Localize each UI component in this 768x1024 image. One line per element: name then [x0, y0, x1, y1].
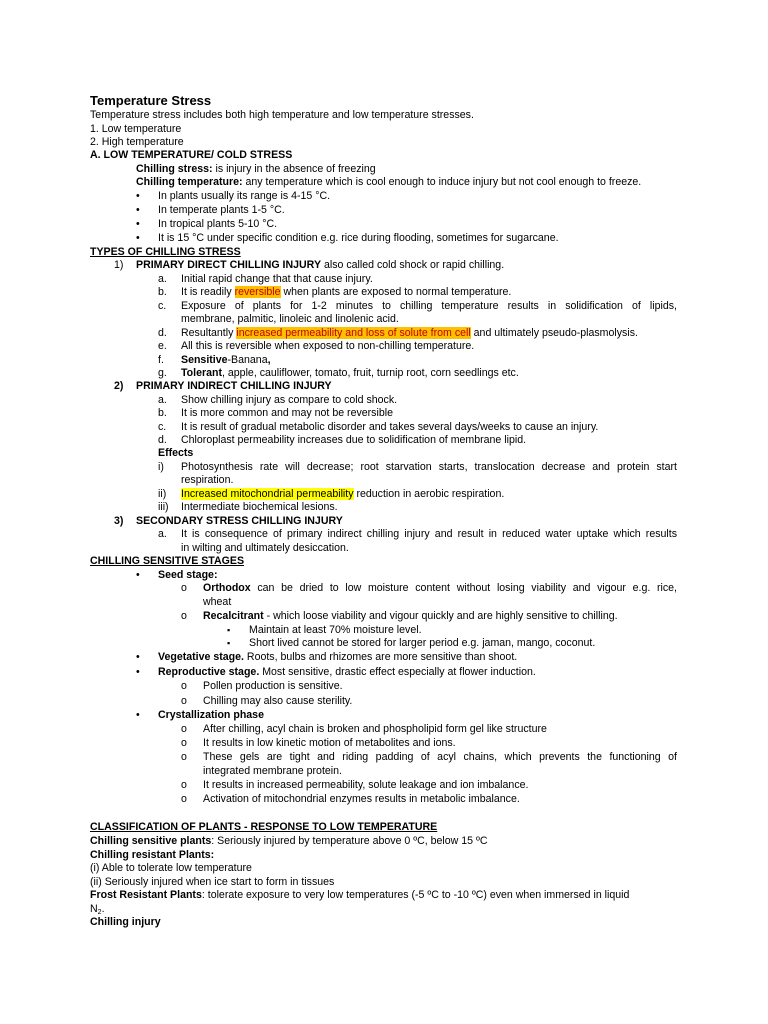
- list-item: Resultantly increased permeability and loss of solute from cell and ultimately pseudo-plasmolysis.: [181, 327, 638, 339]
- circle-marker: o: [181, 793, 187, 805]
- classification-item: (i) Able to tolerate low temperature: [90, 862, 252, 874]
- classification-item: Frost Resistant Plants: tolerate exposure to very low temperatures (-5 ºC to -10 ºC) even when immersed in liquid: [90, 889, 630, 901]
- list-number: 1): [114, 259, 124, 271]
- list-item: Show chilling injury as compare to cold shock.: [181, 394, 398, 406]
- list-marker: a.: [158, 394, 167, 406]
- chilling-temperature-def: Chilling temperature: any temperature which is cool enough to induce injury but not cool enough to freeze.: [136, 176, 642, 188]
- list-item: It is 15 °C under specific condition e.g. rice during flooding, sometimes for sugarcane.: [158, 232, 559, 244]
- stage-label: Crystallization phase: [158, 709, 264, 721]
- list-item: Short lived cannot be stored for larger period e.g. jaman, mango, coconut.: [249, 637, 596, 649]
- list-item: In tropical plants 5-10 °C.: [158, 218, 278, 230]
- list-item: Tolerant, apple, cauliflower, tomato, fruit, turnip root, corn seedlings etc.: [181, 367, 519, 379]
- subsection-title: PRIMARY INDIRECT CHILLING INJURY: [136, 380, 332, 392]
- circle-marker: o: [181, 680, 187, 692]
- list-marker: c.: [158, 300, 167, 312]
- list-item: It is more common and may not be reversible: [181, 407, 393, 419]
- list-marker: c.: [158, 421, 167, 433]
- list-item: In temperate plants 1-5 °C.: [158, 204, 285, 216]
- list-marker: b.: [158, 286, 167, 298]
- list-item: It results in increased permeability, solute leakage and ion imbalance.: [203, 779, 529, 791]
- list-item: Exposure of plants for 1-2 minutes to chilling temperature results in solidification of lipids,: [181, 300, 677, 312]
- list-item: It is consequence of primary indirect chilling injury and result in reduced water uptake which results: [181, 528, 677, 540]
- effects-label: Effects: [158, 447, 194, 459]
- list-item: These gels are tight and riding padding of acyl chains, which prevents the functioning of: [203, 751, 677, 763]
- list-marker: g.: [158, 367, 167, 379]
- circle-marker: o: [181, 751, 187, 763]
- circle-marker: o: [181, 737, 187, 749]
- list-marker: ii): [158, 488, 167, 500]
- list-item: It is readily reversible when plants are exposed to normal temperature.: [181, 286, 512, 298]
- classification-label: Chilling resistant Plants:: [90, 849, 215, 861]
- list-item: Orthodox can be dried to low moisture content without losing viability and vigour e.g. rice,: [203, 582, 677, 594]
- list-item: Intermediate biochemical lesions.: [181, 501, 338, 513]
- type-item: 1. Low temperature: [90, 123, 182, 135]
- list-item: Activation of mitochondrial enzymes results in metabolic imbalance.: [203, 793, 520, 805]
- bullet-marker: •: [136, 190, 140, 202]
- list-number: 3): [114, 515, 124, 527]
- section-heading: CHILLING SENSITIVE STAGES: [90, 555, 245, 567]
- list-marker: i): [158, 461, 164, 473]
- list-item: Initial rapid change that that cause injury.: [181, 273, 373, 285]
- page-title: Temperature Stress: [90, 93, 212, 108]
- list-marker: f.: [158, 354, 164, 366]
- section-heading: TYPES OF CHILLING STRESS: [90, 246, 241, 258]
- highlight: reversible: [234, 286, 281, 298]
- subsection-title: PRIMARY DIRECT CHILLING INJURY also called cold shock or rapid chilling.: [136, 259, 505, 271]
- stage-item: Vegetative stage. Roots, bulbs and rhizomes are more sensitive than shoot.: [158, 651, 518, 663]
- bullet-marker: •: [136, 569, 140, 581]
- list-marker: d.: [158, 434, 167, 446]
- circle-marker: o: [181, 582, 187, 594]
- square-marker: ▪: [227, 625, 231, 635]
- classification-label: Chilling injury: [90, 916, 161, 928]
- list-marker: a.: [158, 528, 167, 540]
- list-item-continuation: respiration.: [181, 474, 234, 486]
- list-item: Pollen production is sensitive.: [203, 680, 343, 692]
- list-marker: a.: [158, 273, 167, 285]
- bullet-marker: •: [136, 666, 140, 678]
- circle-marker: o: [181, 723, 187, 735]
- list-item: Chilling may also cause sterility.: [203, 695, 353, 707]
- circle-marker: o: [181, 610, 187, 622]
- classification-item: (ii) Seriously injured when ice start to form in tissues: [90, 876, 335, 888]
- list-item: It results in low kinetic motion of metabolites and ions.: [203, 737, 456, 749]
- list-marker: e.: [158, 340, 167, 352]
- bullet-marker: •: [136, 204, 140, 216]
- circle-marker: o: [181, 779, 187, 791]
- bullet-marker: •: [136, 218, 140, 230]
- list-item: Recalcitrant - which loose viability and vigour quickly and are highly sensitive to chilling.: [203, 610, 618, 622]
- section-heading: CLASSIFICATION OF PLANTS - RESPONSE TO LOW TEMPERATURE: [90, 821, 438, 833]
- list-item-continuation: wheat: [203, 596, 232, 608]
- chilling-stress-def: Chilling stress: is injury in the absence of freezing: [136, 163, 376, 175]
- bullet-marker: •: [136, 709, 140, 721]
- list-item: Photosynthesis rate will decrease; root starvation starts, translocation decrease and protein start: [181, 461, 677, 473]
- list-marker: iii): [158, 501, 169, 513]
- classification-item: Chilling sensitive plants: Seriously injured by temperature above 0 ºC, below 15 ºC: [90, 835, 488, 847]
- list-item-continuation: in wilting and ultimately desiccation.: [181, 542, 349, 554]
- circle-marker: o: [181, 695, 187, 707]
- list-item: Sensitive-Banana,: [181, 354, 271, 366]
- list-marker: d.: [158, 327, 167, 339]
- bullet-marker: •: [136, 651, 140, 663]
- list-item: After chilling, acyl chain is broken and phospholipid form gel like structure: [203, 723, 547, 735]
- list-item: In plants usually its range is 4-15 °C.: [158, 190, 331, 202]
- list-number: 2): [114, 380, 124, 392]
- list-item-continuation: integrated membrane protein.: [203, 765, 342, 777]
- list-item-continuation: membrane, palmitic, linoleic and linolenic acid.: [181, 313, 399, 325]
- section-heading: A. LOW TEMPERATURE/ COLD STRESS: [90, 149, 293, 161]
- list-item: Chloroplast permeability increases due to solidification of membrane lipid.: [181, 434, 527, 446]
- classification-continuation: $N_2$.: [90, 903, 105, 916]
- type-item: 2. High temperature: [90, 136, 184, 148]
- stage-label: Seed stage:: [158, 569, 218, 581]
- bullet-marker: •: [136, 232, 140, 244]
- highlight: increased permeability and loss of solute from cell: [236, 327, 471, 339]
- list-marker: b.: [158, 407, 167, 419]
- list-item: All this is reversible when exposed to non-chilling temperature.: [181, 340, 475, 352]
- intro-text: Temperature stress includes both high temperature and low temperature stresses.: [90, 109, 474, 121]
- list-item: It is result of gradual metabolic disorder and takes several days/weeks to cause an injury.: [181, 421, 599, 433]
- list-item: Increased mitochondrial permeability reduction in aerobic respiration.: [181, 488, 505, 500]
- stage-item: Reproductive stage. Most sensitive, drastic effect especially at flower induction.: [158, 666, 536, 678]
- highlight: Increased mitochondrial permeability: [181, 488, 354, 500]
- subsection-title: SECONDARY STRESS CHILLING INJURY: [136, 515, 343, 527]
- list-item: Maintain at least 70% moisture level.: [249, 624, 422, 636]
- square-marker: ▪: [227, 638, 231, 648]
